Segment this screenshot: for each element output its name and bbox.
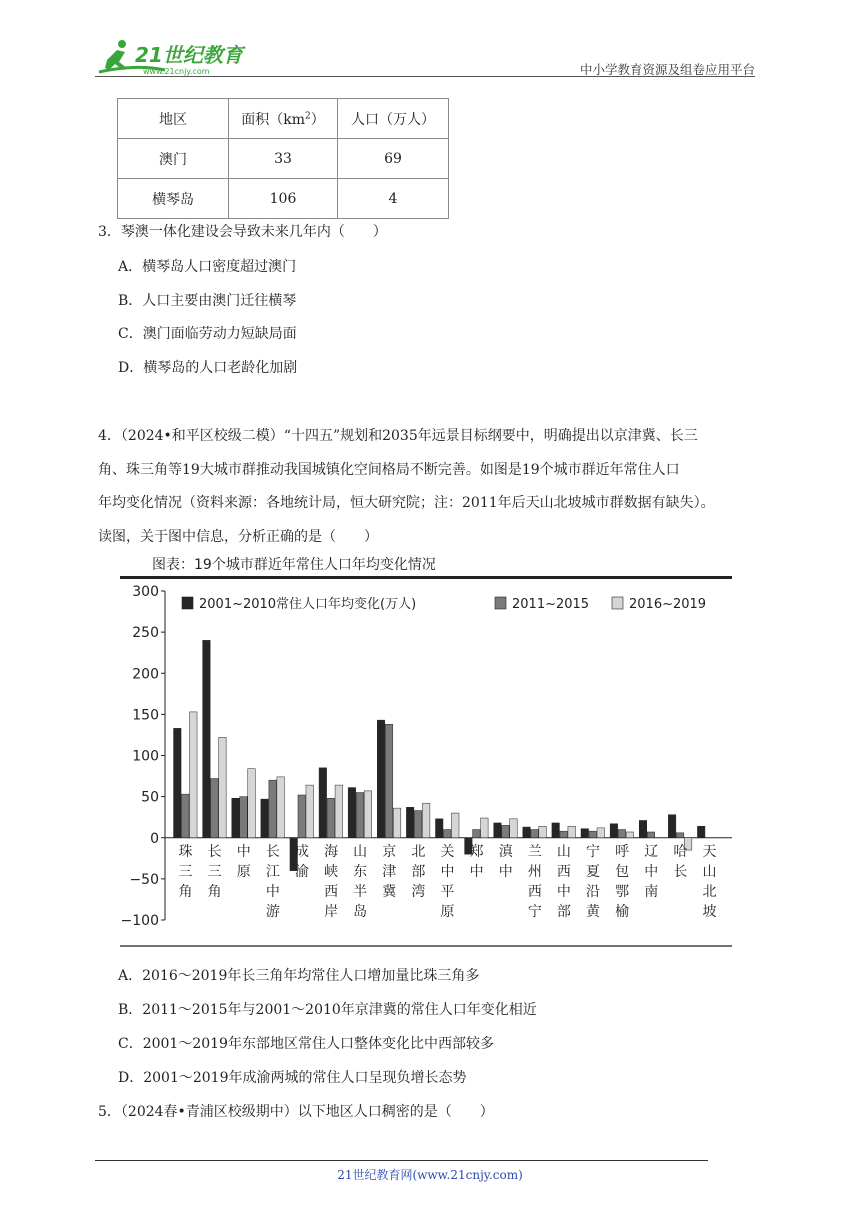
area-population-table [117,98,449,219]
bar [436,819,444,838]
bar [414,811,422,838]
bar [597,828,605,838]
question-4-option-c: C．2001～2019年东部地区常住人口整体变化比中西部较多 [118,1036,494,1052]
category-label: 岸 [324,903,339,920]
category-label: 中 [236,843,251,860]
table-cell: 4 [338,179,449,219]
chart-title-rule [120,576,732,579]
category-label: 中 [556,883,571,900]
legend-label: 2016~2019 [629,597,707,612]
category-label: 滇 [498,843,513,860]
bar [618,830,626,838]
y-tick-label: −100 [120,913,159,929]
table-cell: 横琴岛 [118,179,229,219]
question-4-stem-line: 年均变化情况（资料来源：各地统计局，恒大研究院；注：2011年后天山北坡城市群数据有缺失）。 [98,495,715,511]
y-tick-label: 200 [132,666,159,683]
category-label: 鄂 [615,883,630,900]
category-label: 呼 [615,843,630,860]
bar [240,797,248,838]
category-label: 山 [702,863,717,880]
y-tick-label: −50 [129,871,159,888]
question-4-option-d: D．2001～2019年成渝两城的常住人口呈现负增长态势 [118,1070,467,1086]
bar [481,818,489,838]
question-3-stem: 3．琴澳一体化建设会导致未来几年内（ ） [98,224,387,240]
category-label: 冀 [382,883,397,900]
category-label: 辽 [644,843,659,860]
category-label: 长 [673,863,688,880]
category-label: 西 [556,863,571,880]
logo-url: www.21cnjy.com [143,67,210,76]
area-header-sup: 2 [305,110,311,121]
bar [248,769,256,838]
legend-swatch [612,597,623,609]
category-label: 哈 [673,843,688,860]
bar [327,798,335,837]
question-4-option-b: B．2011～2015年与2001～2010年京津冀的常住人口年变化相近 [118,1002,537,1018]
question-3-option-d: D．横琴岛的人口老龄化加剧 [118,360,298,376]
bar [668,815,676,838]
category-label: 中 [440,863,455,880]
category-label: 角 [207,883,222,900]
category-label: 长 [207,843,222,860]
category-label: 中 [469,863,484,880]
table-row [118,179,449,219]
y-tick-label: 0 [150,830,159,847]
bar [552,823,560,838]
question-4-stem-line: 读图，关于图中信息，分析正确的是（ ） [98,529,378,545]
table-header-row [118,99,449,139]
category-label: 三 [207,863,222,880]
bar [473,830,481,838]
question-4-stem-line: 角、珠三角等19大城市群推动我国城镇化空间格局不断完善。如图是19个城市群近年常住人口 [98,462,680,478]
question-5-stem: 5．（2024春•青浦区校级期中）以下地区人口稠密的是（ ） [98,1104,494,1120]
bar [269,780,277,838]
bar [190,712,198,838]
bar [610,824,618,838]
bar [385,724,393,838]
bar [335,785,343,838]
category-label: 夏 [586,863,601,880]
bar [626,832,634,838]
bar [422,803,430,838]
category-label: 山 [353,843,368,860]
category-label: 西 [527,883,542,900]
footer-text: 21世纪教育网(www.21cnjy.com) [337,1168,523,1182]
category-label: 长 [265,843,280,860]
bar [639,820,647,837]
category-label: 北 [702,883,717,900]
header-platform-text: 中小学教育资源及组卷应用平台 [579,62,755,77]
bar [510,819,518,838]
question-3-option-b: B．人口主要由澳门迁往横琴 [118,293,297,309]
category-label: 中 [644,863,659,880]
category-label: 部 [556,903,571,920]
table-row [118,139,449,179]
chart-svg [120,553,735,948]
legend-swatch [495,597,506,609]
category-label: 北 [411,843,426,860]
question-4-option-a: A．2016～2019年长三角年均常住人口增加量比珠三角多 [118,968,480,984]
chart-title: 图表：19个城市群近年常住人口年均变化情况 [152,557,436,573]
table-cell: 澳门 [118,139,229,179]
category-label: 部 [411,863,426,880]
y-tick-label: 100 [132,748,159,765]
bar [568,826,576,838]
bar [539,826,547,838]
bar [219,737,227,837]
category-label: 坡 [702,903,717,920]
category-label: 西 [324,883,339,900]
category-label: 东 [353,863,368,880]
bar [647,832,655,838]
category-label: 南 [644,883,659,900]
bar [356,793,364,838]
bar [174,728,182,837]
bar [182,794,190,838]
category-label: 峡 [324,863,339,880]
bar [589,831,597,838]
category-label: 半 [353,883,368,900]
bar [494,823,502,838]
footer-divider [95,1160,708,1161]
table-cell: 69 [338,139,449,179]
category-label: 角 [178,883,193,900]
category-label: 州 [527,863,542,880]
bar [377,720,385,838]
category-label: 包 [615,863,630,880]
category-label: 郑 [469,843,484,860]
bar [406,807,414,837]
bar [203,640,211,837]
bar [502,825,510,837]
question-3-option-c: C．澳门面临劳动力短缺局面 [118,326,297,342]
category-label: 成 [294,843,309,860]
legend-label: 2001~2010常住人口年均变化(万人) [199,597,417,612]
category-label: 宁 [586,843,601,860]
table-header-cell: 人口（万人） [338,99,449,139]
category-label: 兰 [527,843,542,860]
bar [364,791,372,838]
category-label: 渝 [294,863,309,880]
category-label: 中 [498,863,513,880]
category-label: 原 [236,863,251,880]
category-label: 海 [324,843,339,860]
table-header-cell: 地区 [118,99,229,139]
bar [444,830,452,838]
category-label: 平 [440,883,455,900]
logo-graphic [95,38,260,78]
y-tick-label: 250 [132,625,159,642]
category-label: 原 [440,903,455,920]
category-label: 天 [702,843,717,860]
category-label: 山 [556,843,571,860]
y-tick-label: 300 [132,584,159,600]
bar [319,768,327,838]
bar [531,830,539,838]
bar [452,813,460,838]
y-tick-label: 150 [132,707,159,724]
y-tick-label: 50 [141,789,159,806]
category-label: 榆 [615,903,630,920]
category-label: 中 [265,883,280,900]
area-header-close: ） [310,111,325,128]
table-header-cell [229,99,338,139]
bar [697,826,705,838]
bar [523,827,531,838]
bar [277,777,285,838]
question-4-stem-line: 4．（2024•和平区校级二模）“十四五”规划和2035年远景目标纲要中，明确提出以京津冀、长三 [98,428,698,444]
bar [298,795,306,838]
header-divider [95,76,755,77]
category-label: 京 [382,843,397,860]
bar [306,785,314,838]
site-logo [95,38,260,78]
bar [348,788,356,838]
category-label: 津 [382,863,397,880]
category-label: 宁 [527,903,542,920]
bar [676,833,684,838]
category-label: 游 [265,903,280,920]
category-label: 珠 [178,843,193,860]
category-label: 沿 [586,883,601,900]
table-cell: 33 [229,139,338,179]
legend-label: 2011~2015 [512,597,590,612]
logo-text: 21世纪教育 [135,43,243,67]
bar [261,799,269,838]
category-label: 岛 [353,903,368,920]
bar [232,798,240,837]
legend-swatch [182,597,193,609]
question-3-option-a: A．横琴岛人口密度超过澳门 [118,259,297,275]
bar [211,779,219,838]
bar [581,829,589,838]
category-label: 黄 [586,903,601,920]
population-change-chart [120,553,735,948]
category-label: 湾 [411,883,426,900]
bar [393,808,401,838]
table-cell: 106 [229,179,338,219]
category-label: 江 [265,863,280,880]
bar [560,831,568,838]
category-label: 三 [178,863,193,880]
area-header-text: 面积（km [241,111,306,128]
category-label: 关 [440,843,455,860]
